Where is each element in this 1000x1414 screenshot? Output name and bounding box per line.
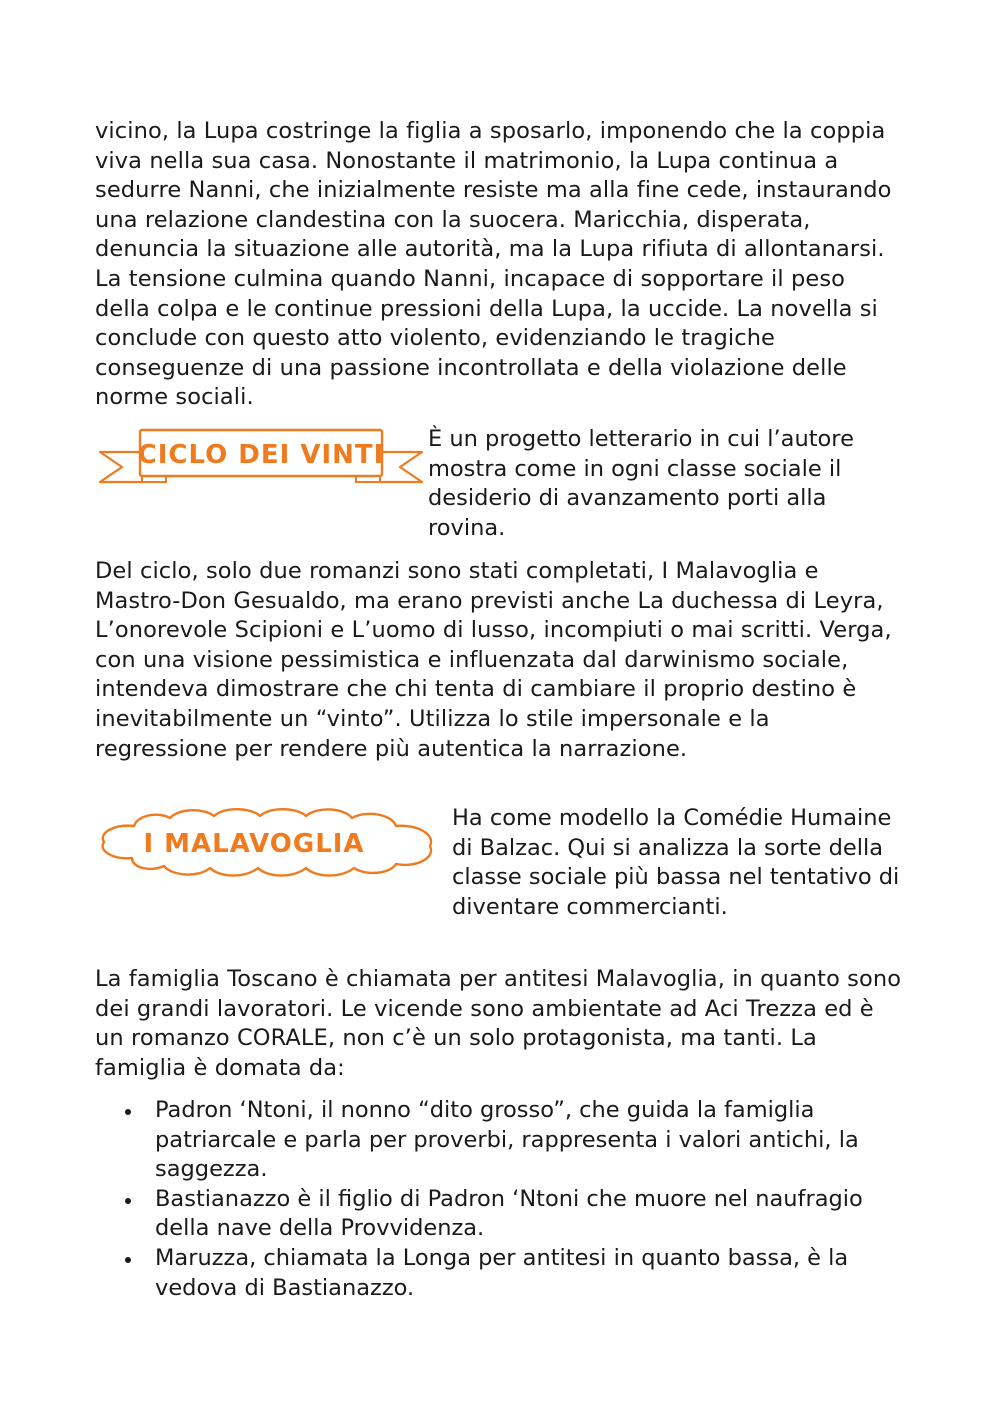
intro-paragraph: vicino, la Lupa costringe la figlia a sposarlo, imponendo che la coppia viva nella sua casa. Nonostante il matrimonio, la Lupa continua a sedurre Nanni, che inizialmente resiste ma alla fine cede, instaurando una relazione clandestina con la suocera. Maricchia, disperata, denuncia la situazione alle autorità, ma la Lupa rifiuta di allontanarsi. La tensione culmina quando Nanni, incapace di sopportare il peso della colpa e le continue pressioni della Lupa, la uccide. La novella si conclude con questo atto violento, evidenziando le tragiche conseguenze di una passione incontrollata e della violazione delle norme sociali.	[95, 118, 892, 411]
list-item	[95, 1185, 905, 1244]
list-item-text: Maruzza, chiamata la Longa per antitesi in quanto bassa, è la vedova di Bastianazzo.	[155, 1244, 849, 1301]
malavoglia-cloud-banner	[94, 806, 440, 878]
malavoglia-paragraph: La famiglia Toscano è chiamata per antitesi Malavoglia, in quanto sono dei grandi lavoratori. Le vicende sono ambientate ad Aci Trezza ed è un romanzo CORALE, non c’è un solo protagonista, ma tanti. La famiglia è domata da:	[95, 966, 902, 1081]
malavoglia-banner-label: I MALAVOGLIA	[143, 829, 365, 859]
ciclo-side-text: È un progetto letterario in cui l’autore mostra come in ogni classe sociale il desiderio di avanzamento porti alla rovina.	[428, 426, 854, 541]
malavoglia-side-text: Ha come modello la Comédie Humaine di Balzac. Qui si analizza la sorte della classe sociale più bassa nel tentativo di diventare commercianti.	[452, 805, 900, 920]
ciclo-dei-vinti-banner	[96, 424, 426, 494]
ciclo-paragraph: Del ciclo, solo due romanzi sono stati completati, I Malavoglia e Mastro-Don Gesualdo, ma erano previsti anche La duchessa di Leyra, L’onorevole Scipioni e L’uomo di lusso, incompiuti o mai scritti. Verga, con una visione pessimistica e influenzata dal darwinismo sociale, intendeva dimostrare che chi tenta di cambiare il proprio destino è inevitabilmente un “vinto”. Utilizza lo stile impersonale e la regressione per rendere più autentica la narrazione.	[95, 558, 892, 762]
list-item	[95, 1244, 905, 1303]
list-item-text: Padron ‘Ntoni, il nonno “dito grosso”, che guida la famiglia patriarcale e parla per proverbi, rappresenta i valori antichi, la saggezza.	[155, 1097, 859, 1183]
bullet-dot-icon	[125, 1109, 131, 1115]
list-item-text: Bastianazzo è il figlio di Padron ‘Ntoni che muore nel naufragio della nave della Provvidenza.	[155, 1185, 863, 1242]
ciclo-banner-label: CICLO DEI VINTI	[137, 440, 385, 470]
list-item	[95, 1096, 905, 1185]
characters-list	[95, 1096, 905, 1303]
bullet-dot-icon	[125, 1198, 131, 1204]
bullet-dot-icon	[125, 1257, 131, 1263]
